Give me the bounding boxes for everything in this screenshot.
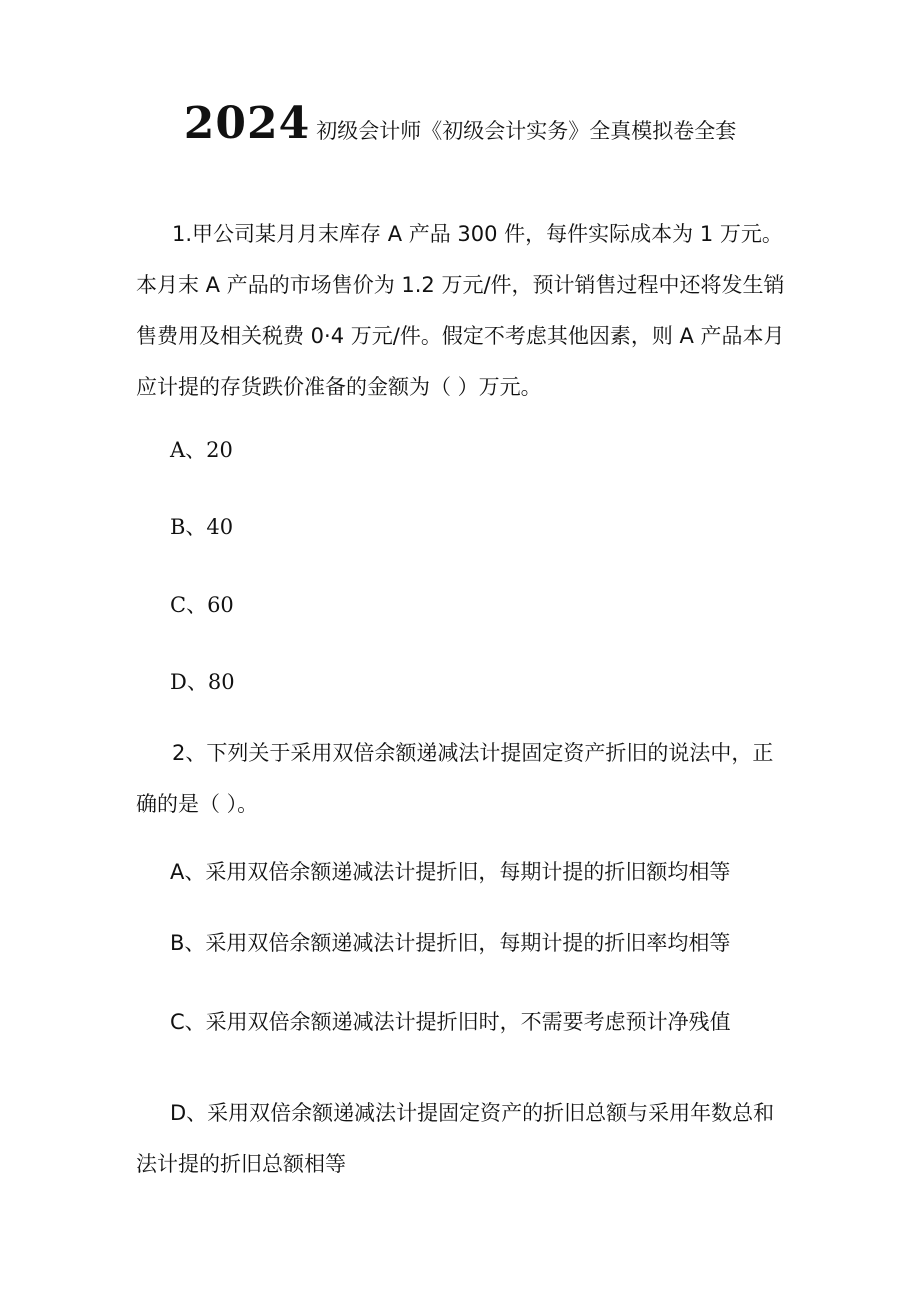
question-2-option-d: D、采用双倍余额递减法计提固定资产的折旧总额与采用年数总和法计提的折旧总额相等 [136,1101,775,1176]
question-2-option-a: A、采用双倍余额递减法计提折旧，每期计提的折旧额均相等 [170,860,731,884]
title-text: 初级会计师《初级会计实务》全真模拟卷全套 [316,119,737,143]
question-2-option-b: B、采用双倍余额递减法计提折旧，每期计提的折旧率均相等 [170,931,731,955]
question-2-option-c: C、采用双倍余额递减法计提折旧时，不需要考虑预计净残值 [170,1010,731,1034]
question-2-stem: 2、下列关于采用双倍余额递减法计提固定资产折旧的说法中，正确的是（ ）。 [136,741,774,816]
question-1-stem: 1.甲公司某月月末库存 A 产品 300 件，每件实际成本为 1 万元。本月末 A 产品的市场售价为 1.2 万元/件，预计销售过程中还将发生销售费用及相关税费 0·4 万元/件。假定不考虑其他因素，则 A 产品本月应计提的存货跌价准备的金额为（ ）万元。 [136,222,785,399]
question-1-option-d: D、80 [170,670,235,694]
document-title [0,98,920,149]
question-1-option-a: A、20 [170,438,233,462]
question-1-option-b: B、40 [170,515,234,539]
title-year: 2024 [183,98,311,149]
question-1-option-c: C、60 [170,593,234,617]
